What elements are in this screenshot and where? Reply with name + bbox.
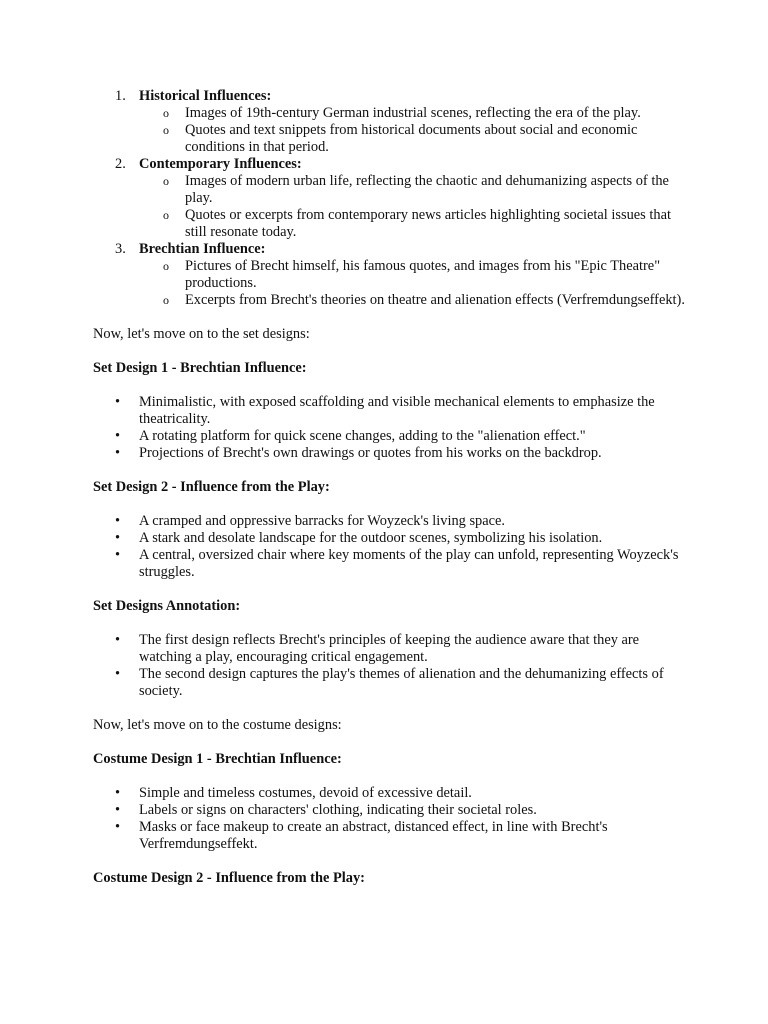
- costume-design-2-heading: Costume Design 2 - Influence from the Play:: [93, 870, 365, 886]
- influence-title: Historical Influences:: [139, 88, 272, 104]
- influence-title: Brechtian Influence:: [139, 241, 266, 257]
- set-annotation-list: [93, 632, 688, 700]
- influence-item-contemporary: [93, 156, 688, 241]
- set-design-2-list: [93, 513, 688, 581]
- costume-design-1-list: [93, 785, 688, 853]
- costume-designs-intro: Now, let's move on to the costume designs:: [93, 717, 342, 733]
- influence-item-historical: [93, 88, 688, 156]
- influence-sublist: [139, 105, 688, 156]
- set-design-2-heading: Set Design 2 - Influence from the Play:: [93, 479, 330, 495]
- list-item: o Quotes and text snippets from historical documents about social and economic conditions in that period.: [139, 122, 688, 156]
- list-item: • The second design captures the play's themes of alienation and the dehumanizing effects of society.: [93, 666, 688, 700]
- list-item: • Simple and timeless costumes, devoid of excessive detail.: [93, 785, 688, 802]
- list-item: • A stark and desolate landscape for the outdoor scenes, symbolizing his isolation.: [93, 530, 688, 547]
- list-item: • A central, oversized chair where key moments of the play can unfold, representing Woyzeck's struggles.: [93, 547, 688, 581]
- set-design-1-heading: Set Design 1 - Brechtian Influence:: [93, 360, 307, 376]
- influence-item-brechtian: [93, 241, 688, 309]
- influence-sublist: [139, 258, 688, 309]
- list-item: o Excerpts from Brecht's theories on theatre and alienation effects (Verfremdungseffekt).: [139, 292, 688, 309]
- influences-list: [93, 88, 688, 309]
- set-designs-intro: Now, let's move on to the set designs:: [93, 326, 310, 342]
- list-item: • Minimalistic, with exposed scaffolding and visible mechanical elements to emphasize the theatricality.: [93, 394, 688, 428]
- list-item: • Labels or signs on characters' clothing, indicating their societal roles.: [93, 802, 688, 819]
- set-design-1-list: [93, 394, 688, 462]
- list-number: 1.: [115, 88, 126, 104]
- list-number: 2.: [115, 156, 126, 172]
- list-item: • The first design reflects Brecht's principles of keeping the audience aware that they are watching a play, encouraging critical engagement.: [93, 632, 688, 666]
- list-item: o Quotes or excerpts from contemporary news articles highlighting societal issues that still resonate today.: [139, 207, 688, 241]
- list-item: • Masks or face makeup to create an abstract, distanced effect, in line with Brecht's Verfremdungseffekt.: [93, 819, 688, 853]
- costume-design-1-heading: Costume Design 1 - Brechtian Influence:: [93, 751, 342, 767]
- list-number: 3.: [115, 241, 126, 257]
- list-item: o Images of 19th-century German industrial scenes, reflecting the era of the play.: [139, 105, 688, 122]
- influence-sublist: [139, 173, 688, 241]
- list-item: • Projections of Brecht's own drawings or quotes from his works on the backdrop.: [93, 445, 688, 462]
- list-item: • A rotating platform for quick scene changes, adding to the "alienation effect.": [93, 428, 688, 445]
- set-annotation-heading: Set Designs Annotation:: [93, 598, 241, 614]
- list-item: o Images of modern urban life, reflecting the chaotic and dehumanizing aspects of the play.: [139, 173, 688, 207]
- list-item: • A cramped and oppressive barracks for Woyzeck's living space.: [93, 513, 688, 530]
- influence-title: Contemporary Influences:: [139, 156, 302, 172]
- list-item: o Pictures of Brecht himself, his famous quotes, and images from his "Epic Theatre" productions.: [139, 258, 688, 292]
